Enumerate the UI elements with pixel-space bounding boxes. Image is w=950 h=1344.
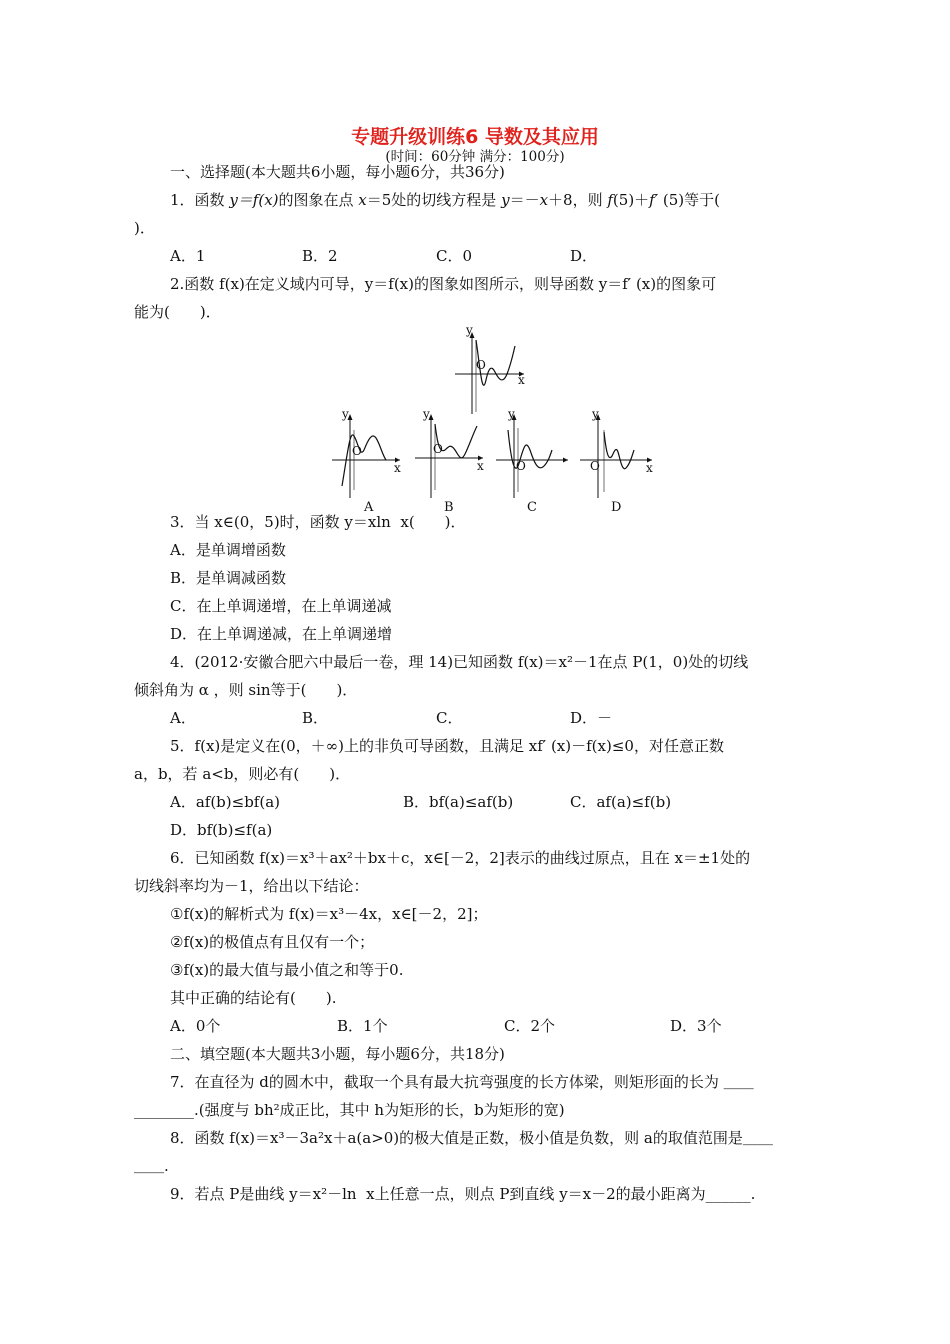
origin-label: O	[590, 459, 600, 473]
q2-option-graph-a	[330, 407, 405, 500]
q2-option-label-b: B	[444, 500, 454, 515]
q1-option-c: C．0	[436, 247, 473, 265]
q1-line2: )．	[134, 219, 155, 237]
q5-option-d: D．bf(b)≤f(a)	[170, 821, 273, 839]
q4-option-c: C．	[436, 709, 463, 727]
q2-option-label-a: A	[364, 500, 374, 515]
q1-line1: 1．函数 y＝f(x)的图象在点 x＝5处的切线方程是 y＝－x＋8，则 f(5)＋f′ (5)等于(	[170, 191, 721, 209]
q6-option-a: A．0个	[170, 1017, 221, 1035]
q6-line1: 6．已知函数 f(x)＝x³＋ax²＋bx＋c，x∈[－2，2]表示的曲线过原点，且在 x＝±1处的	[170, 849, 751, 867]
q3-option-b: B．是单调减函数	[170, 569, 287, 587]
q5-line2: a，b，若 a<b，则必有( )．	[134, 765, 351, 783]
section-1-heading: 一、选择题(本大题共6小题，每小题6分，共36分)	[170, 163, 505, 181]
axis-x-label: x	[477, 459, 484, 473]
axis-x-label: x	[646, 461, 653, 475]
q7-line2: ________.(强度与 bh²成正比，其中 h为矩形的长，b为矩形的宽)	[134, 1101, 565, 1119]
q6-option-c: C．2个	[504, 1017, 556, 1035]
q7-line1: 7．在直径为 d的圆木中，截取一个具有最大抗弯强度的长方体梁，则矩形面的长为 ＿＿	[170, 1073, 754, 1091]
axis-y-label: y	[592, 407, 599, 421]
q3-option-a: A．是单调增函数	[170, 541, 286, 559]
q2-option-graph-d	[578, 407, 656, 500]
q6-item-3: ③f(x)的最大值与最小值之和等于0.	[170, 961, 404, 979]
q2-option-label-d: D	[611, 500, 622, 515]
q3-line: 3．当 x∈(0，5)时，函数 y＝xln x( )．	[170, 513, 466, 531]
q1-option-a: A．1	[170, 247, 206, 265]
q9-line: 9．若点 P是曲线 y＝x²－ln x上任意一点，则点 P到直线 y＝x－2的最小距离为______.	[170, 1185, 756, 1203]
q4-option-d: D．－	[570, 709, 613, 727]
q5-line1: 5．f(x)是定义在(0，＋∞)上的非负可导函数，且满足 xf′ (x)－f(x)≤0，对任意正数	[170, 737, 724, 755]
q6-item-1: ①f(x)的解析式为 f(x)＝x³－4x，x∈[－2，2]；	[170, 905, 488, 923]
origin-label: O	[433, 442, 443, 456]
q3-option-c: C．在上单调递增，在上单调递减	[170, 597, 392, 615]
q6-option-d: D．3个	[670, 1017, 722, 1035]
axis-y-label: y	[423, 407, 430, 421]
q5-option-c: C．af(a)≤f(b)	[570, 793, 672, 811]
origin-label: O	[476, 358, 486, 372]
origin-label: O	[516, 459, 526, 473]
axis-y-label: y	[508, 407, 515, 421]
q8-line1: 8．函数 f(x)＝x³－3a²x＋a(a>0)的极大值是正数，极小值是负数，则 a的取值范围是＿＿	[170, 1129, 773, 1147]
q2-option-label-c: C	[527, 500, 537, 515]
q6-option-b: B．1个	[337, 1017, 388, 1035]
origin-label: O	[352, 444, 362, 458]
axis-y-label: y	[466, 323, 473, 337]
section-2-heading: 二、填空题(本大题共3小题，每小题6分，共18分)	[170, 1045, 505, 1063]
q2-option-graph-c	[494, 407, 572, 500]
q3-option-d: D．在上单调递减，在上单调递增	[170, 625, 393, 643]
axis-x-label: x	[518, 373, 525, 387]
axis-y-label: y	[342, 407, 349, 421]
q4-line2: 倾斜角为 α ，则 sin等于( )．	[134, 681, 358, 699]
q2-main-graph	[450, 323, 530, 416]
q5-option-a: A．af(b)≤bf(a)	[170, 793, 281, 811]
page-title: 专题升级训练6 导数及其应用	[351, 126, 599, 148]
page-subtitle: (时间：60分钟 满分：100分)	[385, 149, 565, 165]
q2-line2: 能为( )．	[134, 303, 221, 321]
q6-item-2: ②f(x)的极值点有且仅有一个；	[170, 933, 375, 951]
q1-option-b: B．2	[302, 247, 338, 265]
q2-line1: 2.函数 f(x)在定义域内可导，y＝f(x)的图象如图所示，则导函数 y＝f′ (x)的图象可	[170, 275, 717, 293]
q1-option-d: D．	[570, 247, 598, 265]
q4-option-b: B．	[302, 709, 329, 727]
q6-line3: 其中正确的结论有( ).	[170, 989, 337, 1007]
q4-line1: 4．(2012·安徽合肥六中最后一卷，理 14)已知函数 f(x)＝x²－1在点 P(1，0)处的切线	[170, 653, 749, 671]
q6-line2: 切线斜率均为－1，给出以下结论：	[134, 877, 369, 895]
q4-option-a: A．	[170, 709, 196, 727]
q5-option-b: B．bf(a)≤af(b)	[403, 793, 514, 811]
q2-option-graph-b	[413, 407, 488, 500]
axis-x-label: x	[394, 461, 401, 475]
q8-line2: ＿＿.	[134, 1157, 169, 1175]
